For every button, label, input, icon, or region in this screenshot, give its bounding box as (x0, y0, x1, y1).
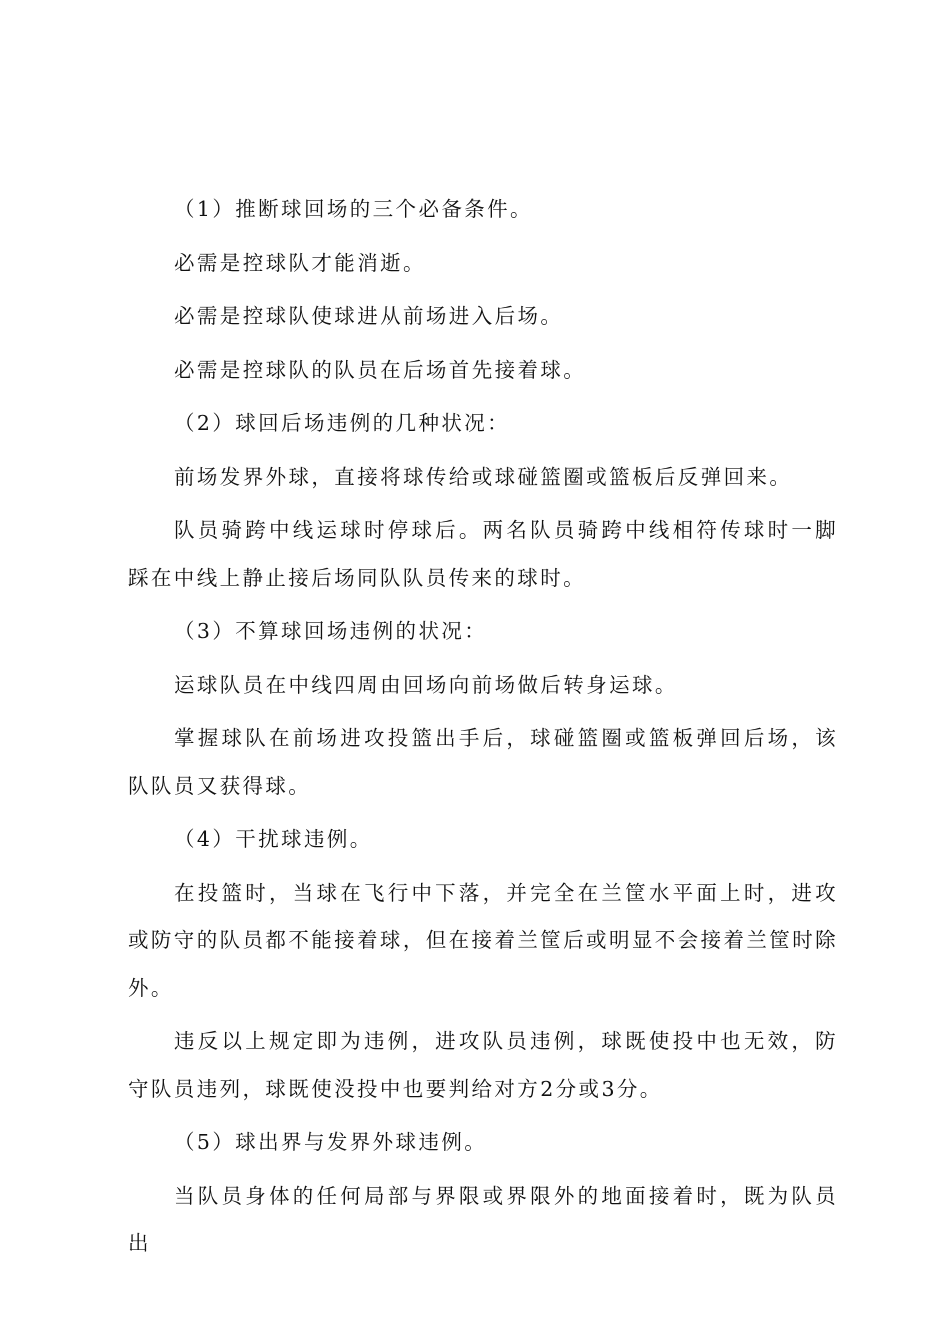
paragraph: 掌握球队在前场进攻投篮出手后，球碰篮圈或篮板弹回后场，该队队员又获得球。 (128, 726, 838, 798)
section-heading-3: （3）不算球回场违例的状况： (174, 619, 488, 643)
paragraph: 当队员身体的任何局部与界限或界限外的地面接着时，既为队员出 (128, 1183, 838, 1255)
paragraph: 必需是控球队使球进从前场进入后场。 (174, 304, 564, 328)
paragraph: 违反以上规定即为违例，进攻队员违例，球既使投中也无效，防守队员违列，球既使没投中也要判给对方2分或3分。 (128, 1029, 838, 1101)
paragraph: 前场发界外球，直接将球传给或球碰篮圈或篮板后反弹回来。 (174, 464, 793, 489)
section-heading-2: （2）球回后场违例的几种状况： (174, 411, 511, 435)
section-heading-5: （5）球出界与发界外球违例。 (174, 1130, 488, 1154)
paragraph: 队员骑跨中线运球时停球后。两名队员骑跨中线相符传球时一脚踩在中线上静止接后场同队队员传来的球时。 (128, 518, 838, 590)
document-body (128, 186, 838, 1274)
paragraph: 运球队员在中线四周由回场向前场做后转身运球。 (174, 672, 678, 697)
paragraph: 必需是控球队的队员在后场首先接着球。 (174, 357, 587, 382)
section-heading-1: （1）推断球回场的三个必备条件。 (174, 197, 533, 221)
paragraph: 必需是控球队才能消逝。 (174, 250, 426, 275)
paragraph: 在投篮时，当球在飞行中下落，并完全在兰筐水平面上时，进攻或防守的队员都不能接着球，但在接着兰筐后或明显不会接着兰筐时除外。 (128, 880, 838, 1000)
section-heading-4: （4）干扰球违例。 (174, 827, 373, 851)
